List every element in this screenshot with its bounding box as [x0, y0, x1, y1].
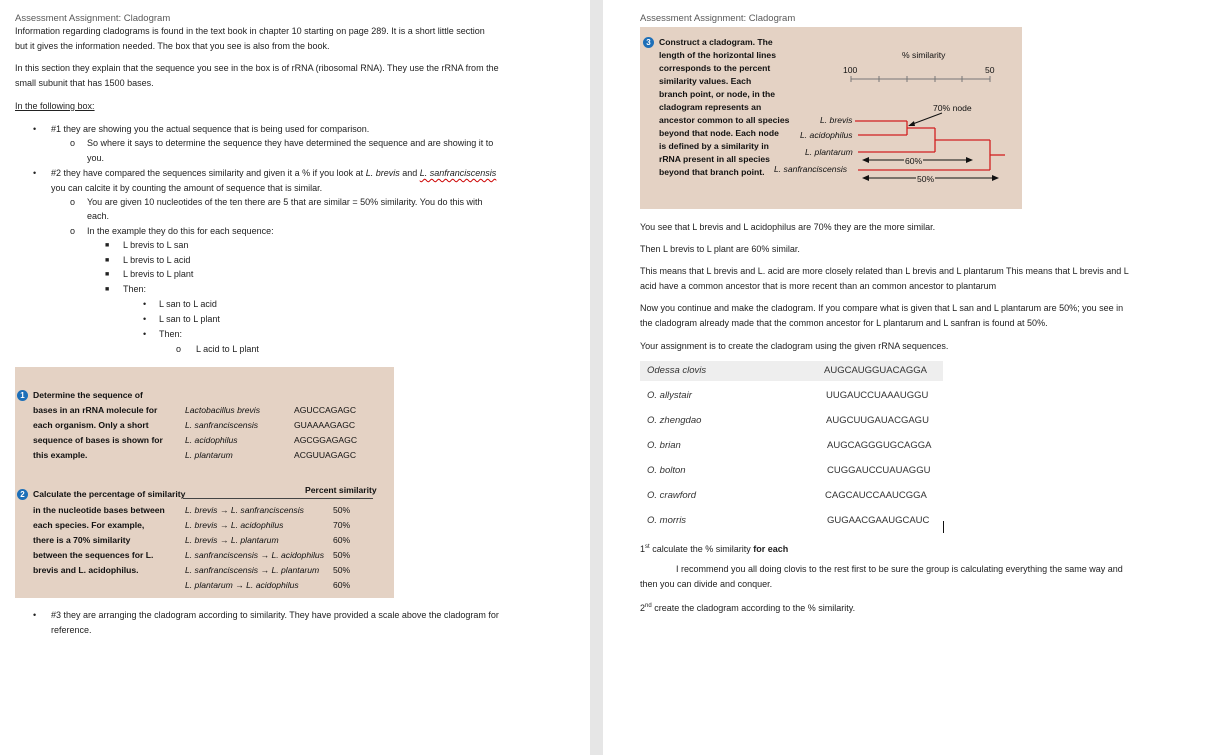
bullet-text: #1 they are showing you the actual sequence that is being used for comparison.: [51, 124, 370, 134]
organism-sequence: AUGCAUGGUACAGGA: [824, 365, 927, 376]
node-label: 70% node: [933, 103, 972, 113]
species-pair: L. brevis → L. acidophilus: [185, 520, 284, 530]
figure-text: cladogram represents an: [659, 102, 762, 112]
rna-sequence: ACGUUAGAGC: [294, 450, 357, 460]
species-label: L. brevis: [820, 115, 853, 125]
figure-text: brevis and L. acidophilus.: [33, 565, 139, 575]
organism-name: O. brian: [647, 440, 681, 451]
species-pair: L. sanfranciscensis → L. acidophilus: [185, 550, 325, 560]
figure-text: this example.: [33, 450, 88, 460]
percent-value: 60%: [333, 535, 351, 545]
paragraph-line: Now you continue and make the cladogram. If you compare what is given that L san and L plantarum are 50%; you see in: [640, 303, 1124, 313]
species-name: Lactobacillus brevis: [185, 405, 260, 415]
list-item: L brevis to L acid: [123, 255, 191, 265]
paragraph-line: This means that L brevis and L. acid are more closely related than L brevis and L plantarum This means that L brevis and L: [640, 266, 1129, 276]
bullet-text: you.: [87, 153, 105, 163]
list-item: Then:: [123, 284, 147, 294]
bullet-dot: •: [143, 299, 147, 309]
figure-text: Determine the sequence of: [33, 390, 143, 400]
figure-text: length of the horizontal lines: [659, 50, 776, 60]
axis-title: % similarity: [902, 50, 946, 60]
species-name: L. acidophilus: [185, 435, 238, 445]
percent-label-50: 50%: [917, 174, 935, 184]
recommendation-line: then you can divide and conquer.: [640, 579, 773, 589]
species-name: L. sanfranciscensis: [185, 420, 259, 430]
species-label: L. acidophilus: [800, 130, 853, 140]
bullet-square: ■: [105, 286, 110, 293]
list-item: Then:: [159, 329, 183, 339]
bullet-text: reference.: [51, 625, 92, 635]
figure-text: similarity values. Each: [659, 76, 752, 86]
bullet-circle: o: [176, 344, 182, 354]
step-number-badge: 3: [643, 37, 654, 48]
cladogram-branches: [855, 121, 1005, 170]
textbook-figure-steps-1-2: [15, 367, 394, 598]
paragraph-line: Then L brevis to L plant are 60% similar.: [640, 244, 800, 254]
bullet-dot: •: [33, 168, 37, 178]
bullet-text: you can calcite it by counting the amount of sequence that is similar.: [51, 183, 323, 193]
figure-text: rRNA present in all species: [659, 154, 770, 164]
paragraph-line: You see that L brevis and L acidophilus are 70% they are the more similar.: [640, 222, 936, 232]
node-pointer-arrow: [910, 113, 942, 125]
rna-sequence: AGUCCAGAGC: [294, 405, 357, 415]
paragraph-line: In this section they explain that the sequence you see in the box is of rRNA (ribosomal RNA). They use the rRNA from the: [15, 63, 499, 73]
figure-text: sequence of bases is shown for: [33, 435, 163, 445]
bullet-text: #3 they are arranging the cladogram according to similarity. They have provided a scale above the cladogram for: [51, 610, 499, 620]
species-label: L. sanfranciscensis: [774, 164, 848, 174]
percent-value: 50%: [333, 565, 351, 575]
paragraph-line: Your assignment is to create the cladogram using the given rRNA sequences.: [640, 341, 949, 351]
figure-text: branch point, or node, in the: [659, 89, 776, 99]
species-pair: L. brevis → L. plantarum: [185, 535, 279, 545]
list-item: L san to L acid: [159, 299, 217, 309]
bullet-square: ■: [105, 271, 110, 278]
figure-text: between the sequences for L.: [33, 550, 154, 560]
instruction-step-1: 1st calculate the % similarity for each: [640, 544, 789, 554]
organism-sequence: AUGCUUGAUACGAGU: [826, 415, 929, 426]
paragraph-line: small subunit that has 1500 bases.: [15, 78, 154, 88]
bullet-square: ■: [105, 242, 110, 249]
bullet-dot: •: [143, 314, 147, 324]
organism-sequence: AUGCAGGGUGCAGGA: [827, 440, 932, 451]
bullet-dot: •: [33, 124, 37, 134]
rna-sequence: AGCGGAGAGC: [294, 435, 358, 445]
paragraph-line: acid have a common ancestor that is more recent than an common ancestor to plantarum: [640, 281, 997, 291]
figure-text: corresponds to the percent: [659, 63, 771, 73]
list-item: L acid to L plant: [196, 344, 259, 354]
bullet-text: In the example they do this for each sequence:: [87, 226, 274, 236]
bullet-dot: •: [143, 329, 147, 339]
page-header: Assessment Assignment: Cladogram: [15, 13, 171, 24]
organism-name: O. bolton: [647, 465, 686, 476]
step-number-badge: 2: [17, 489, 28, 500]
section-heading: In the following box:: [15, 101, 95, 111]
species-label: L. plantarum: [805, 147, 853, 157]
bullet-circle: o: [70, 197, 76, 207]
percent-label-60: 60%: [905, 156, 923, 166]
percent-value: 60%: [333, 580, 351, 590]
bullet-text: So where it says to determine the sequence they have determined the sequence and are showing it to: [87, 138, 494, 148]
bullet-text: You are given 10 nucleotides of the ten there are 5 that are similar = 50% similarity. You do this with: [87, 197, 483, 207]
figure-text: there is a 70% similarity: [33, 535, 131, 545]
figure-text: Calculate the percentage of similarity: [33, 489, 186, 499]
percent-header: Percent similarity: [305, 485, 377, 495]
list-item: L brevis to L plant: [123, 269, 194, 279]
figure-text: beyond that node. Each node: [659, 128, 779, 138]
rna-sequence: GUAAAAGAGC: [294, 420, 356, 430]
organism-name: Odessa clovis: [647, 365, 707, 376]
organism-name: O. morris: [647, 515, 687, 526]
instruction-step-2: 2nd create the cladogram according to the % similarity.: [640, 603, 856, 613]
paragraph-line: the cladogram already made that the common ancestor for L plantarum and L sanfran is found at 50%.: [640, 318, 1048, 328]
figure-text: each species. For example,: [33, 520, 145, 530]
species-pair: L. sanfranciscensis → L. plantarum: [185, 565, 320, 575]
text-cursor: [943, 521, 944, 533]
figure-text: ancestor common to all species: [659, 115, 790, 125]
organism-sequence: UUGAUCCUAAAUGGU: [826, 390, 929, 401]
bullet-dot: •: [33, 610, 37, 620]
recommendation-line: I recommend you all doing clovis to the rest first to be sure the group is calculating everything the same way and: [676, 564, 1123, 574]
figure-text: each organism. Only a short: [33, 420, 149, 430]
figure-text: in the nucleotide bases between: [33, 505, 165, 515]
species-pair: L. plantarum → L. acidophilus: [185, 580, 299, 590]
step-number-badge: 1: [17, 390, 28, 401]
organism-sequence: CAGCAUCCAAUCGGA: [825, 490, 927, 501]
percent-value: 50%: [333, 505, 351, 515]
bullet-text: each.: [87, 211, 110, 221]
organism-sequence: GUGAACGAAUGCAUC: [827, 515, 930, 526]
axis-label-100: 100: [843, 65, 858, 75]
figure-text: bases in an rRNA molecule for: [33, 405, 158, 415]
organism-name: O. allystair: [647, 390, 692, 401]
organism-name: O. crawford: [647, 490, 697, 501]
bullet-circle: o: [70, 138, 76, 148]
percent-value: 70%: [333, 520, 351, 530]
paragraph-line: but it gives the information needed. The box that you see is also from the book.: [15, 41, 330, 51]
figure-text: beyond that branch point.: [659, 167, 765, 177]
textbook-figure-step-3: [640, 27, 1022, 209]
bullet-circle: o: [70, 226, 76, 236]
axis-label-50: 50: [985, 65, 995, 75]
paragraph-line: Information regarding cladograms is found in the text book in chapter 10 starting on page 289. It is a short little section: [15, 26, 485, 36]
organism-name: O. zhengdao: [647, 415, 702, 426]
right-document-page: [603, 0, 1210, 755]
page-header: Assessment Assignment: Cladogram: [640, 13, 796, 24]
organism-sequence: CUGGAUCCUAUAGGU: [827, 465, 931, 476]
percent-value: 50%: [333, 550, 351, 560]
left-document-page: [0, 0, 590, 755]
species-pair: L. brevis → L. sanfranciscensis: [185, 505, 304, 515]
header-rule: [183, 498, 373, 499]
bullet-text: #2 they have compared the sequences similarity and given it a % if you look at L. brevis and L. sanfranciscensis: [51, 168, 497, 178]
species-name: L. plantarum: [185, 450, 233, 460]
list-item: L san to L plant: [159, 314, 220, 324]
figure-text: is defined by a similarity in: [659, 141, 769, 151]
list-item: L brevis to L san: [123, 240, 189, 250]
figure-text: Construct a cladogram. The: [659, 37, 773, 47]
bullet-square: ■: [105, 257, 110, 264]
